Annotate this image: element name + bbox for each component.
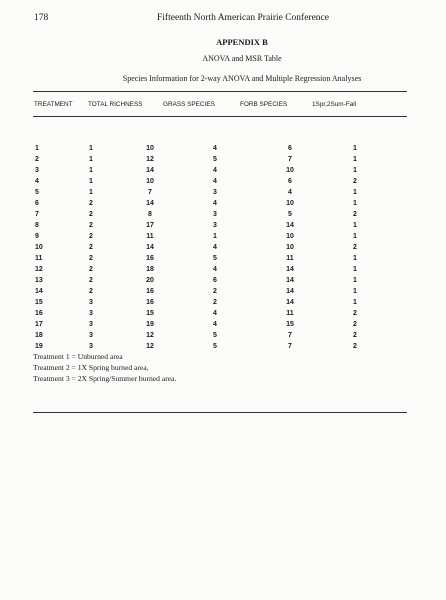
cell-total-richness: 12 <box>146 332 154 339</box>
cell-grass-species: 3 <box>213 211 217 218</box>
table-row <box>0 264 446 275</box>
cell-grass-species: 4 <box>213 178 217 185</box>
table-row <box>0 275 446 286</box>
legend-line: Treatment 1 = Unburned area <box>33 352 123 361</box>
table-row <box>0 187 446 198</box>
cell-forb-species: 5 <box>288 211 292 218</box>
cell-treatment: 1 <box>89 145 93 152</box>
cell-season: 1 <box>353 222 357 229</box>
cell-forb-species: 4 <box>288 189 292 196</box>
cell-grass-species: 2 <box>213 288 217 295</box>
cell-grass-species: 5 <box>213 156 217 163</box>
cell-season: 2 <box>353 343 357 350</box>
cell-treatment: 2 <box>89 288 93 295</box>
cell-total-richness: 14 <box>146 167 154 174</box>
cell-treatment: 2 <box>89 233 93 240</box>
cell-treatment: 1 <box>89 167 93 174</box>
table-subtitle: ANOVA and MSR Table <box>202 54 282 63</box>
cell-season: 1 <box>353 200 357 207</box>
cell-season: 1 <box>353 277 357 284</box>
cell-forb-species: 7 <box>288 332 292 339</box>
cell-grass-species: 4 <box>213 244 217 251</box>
cell-treatment: 2 <box>89 200 93 207</box>
cell-row-number: 17 <box>35 321 43 328</box>
cell-total-richness: 14 <box>146 244 154 251</box>
cell-treatment: 2 <box>89 266 93 273</box>
cell-treatment: 2 <box>89 211 93 218</box>
cell-treatment: 1 <box>89 156 93 163</box>
cell-forb-species: 14 <box>286 299 294 306</box>
cell-grass-species: 4 <box>213 167 217 174</box>
table-row <box>0 297 446 308</box>
cell-forb-species: 6 <box>288 178 292 185</box>
cell-row-number: 9 <box>35 233 39 240</box>
cell-forb-species: 6 <box>288 145 292 152</box>
cell-row-number: 3 <box>35 167 39 174</box>
table-row <box>0 330 446 341</box>
cell-total-richness: 8 <box>148 211 152 218</box>
cell-season: 1 <box>353 266 357 273</box>
cell-total-richness: 14 <box>146 200 154 207</box>
cell-grass-species: 4 <box>213 200 217 207</box>
cell-forb-species: 14 <box>286 266 294 273</box>
table-row <box>0 231 446 242</box>
cell-forb-species: 10 <box>286 233 294 240</box>
cell-treatment: 1 <box>89 189 93 196</box>
table-caption: Species Information for 2-way ANOVA and Multiple Regression Analyses <box>122 74 362 83</box>
cell-treatment: 3 <box>89 332 93 339</box>
cell-row-number: 13 <box>35 277 43 284</box>
cell-forb-species: 14 <box>286 222 294 229</box>
column-header-season: 1Spr,2Sum-Fall <box>312 101 357 108</box>
cell-grass-species: 4 <box>213 145 217 152</box>
cell-season: 1 <box>353 189 357 196</box>
table-row <box>0 319 446 330</box>
cell-season: 1 <box>353 288 357 295</box>
cell-grass-species: 5 <box>213 332 217 339</box>
cell-forb-species: 7 <box>288 156 292 163</box>
table-row <box>0 176 446 187</box>
cell-grass-species: 4 <box>213 321 217 328</box>
cell-treatment: 3 <box>89 321 93 328</box>
cell-total-richness: 19 <box>146 321 154 328</box>
table-top-rule <box>33 91 407 92</box>
cell-treatment: 3 <box>89 299 93 306</box>
cell-treatment: 1 <box>89 178 93 185</box>
cell-season: 1 <box>353 233 357 240</box>
table-bottom-rule <box>33 412 407 413</box>
column-header-total-richness: TOTAL RICHNESS <box>88 101 143 108</box>
cell-row-number: 7 <box>35 211 39 218</box>
cell-treatment: 3 <box>89 310 93 317</box>
column-header-treatment: TREATMENT <box>34 101 73 108</box>
table-row <box>0 220 446 231</box>
cell-total-richness: 12 <box>146 156 154 163</box>
column-header-grass-species: GRASS SPECIES <box>163 101 215 108</box>
cell-treatment: 2 <box>89 244 93 251</box>
cell-row-number: 12 <box>35 266 43 273</box>
cell-season: 1 <box>353 299 357 306</box>
cell-total-richness: 17 <box>146 222 154 229</box>
treatment-legend <box>33 351 176 384</box>
cell-grass-species: 5 <box>213 255 217 262</box>
table-row <box>0 209 446 220</box>
cell-forb-species: 10 <box>286 167 294 174</box>
cell-season: 2 <box>353 321 357 328</box>
cell-total-richness: 16 <box>146 255 154 262</box>
cell-total-richness: 15 <box>146 310 154 317</box>
cell-season: 2 <box>353 310 357 317</box>
table-row <box>0 165 446 176</box>
cell-grass-species: 3 <box>213 222 217 229</box>
table-row <box>0 308 446 319</box>
cell-row-number: 4 <box>35 178 39 185</box>
cell-treatment: 2 <box>89 277 93 284</box>
cell-forb-species: 7 <box>288 343 292 350</box>
cell-forb-species: 10 <box>286 200 294 207</box>
cell-row-number: 11 <box>35 255 43 262</box>
cell-total-richness: 10 <box>146 178 154 185</box>
cell-row-number: 18 <box>35 332 43 339</box>
legend-line: Treatment 2 = 1X Spring burned area, <box>33 363 149 372</box>
cell-total-richness: 20 <box>146 277 154 284</box>
appendix-title: APPENDIX B <box>216 37 268 47</box>
cell-season: 2 <box>353 244 357 251</box>
cell-forb-species: 14 <box>286 288 294 295</box>
cell-season: 1 <box>353 167 357 174</box>
cell-total-richness: 12 <box>146 343 154 350</box>
cell-grass-species: 3 <box>213 189 217 196</box>
cell-season: 2 <box>353 211 357 218</box>
table-row <box>0 253 446 264</box>
cell-total-richness: 16 <box>146 288 154 295</box>
cell-row-number: 10 <box>35 244 43 251</box>
cell-season: 1 <box>353 145 357 152</box>
cell-season: 2 <box>353 332 357 339</box>
cell-row-number: 1 <box>35 145 39 152</box>
cell-row-number: 15 <box>35 299 43 306</box>
species-table <box>0 143 446 352</box>
cell-total-richness: 18 <box>146 266 154 273</box>
legend-line: Treatment 3 = 2X Spring/Summer burned area. <box>33 374 177 383</box>
cell-total-richness: 10 <box>146 145 154 152</box>
running-head: Fifteenth North American Prairie Conference <box>157 13 329 23</box>
cell-total-richness: 16 <box>146 299 154 306</box>
cell-row-number: 6 <box>35 200 39 207</box>
cell-treatment: 2 <box>89 255 93 262</box>
table-row <box>0 242 446 253</box>
cell-row-number: 16 <box>35 310 43 317</box>
cell-forb-species: 10 <box>286 244 294 251</box>
table-row <box>0 198 446 209</box>
cell-forb-species: 15 <box>286 321 294 328</box>
page-number: 178 <box>34 13 49 23</box>
table-row <box>0 286 446 297</box>
column-header-forb-species: FORB SPECIES <box>240 101 288 108</box>
cell-season: 1 <box>353 255 357 262</box>
cell-treatment: 3 <box>89 343 93 350</box>
cell-row-number: 8 <box>35 222 39 229</box>
cell-row-number: 19 <box>35 343 43 350</box>
cell-total-richness: 7 <box>148 189 152 196</box>
cell-forb-species: 14 <box>286 277 294 284</box>
table-row <box>0 154 446 165</box>
cell-grass-species: 1 <box>213 233 217 240</box>
cell-row-number: 2 <box>35 156 39 163</box>
table-row <box>0 143 446 154</box>
cell-treatment: 2 <box>89 222 93 229</box>
cell-row-number: 5 <box>35 189 39 196</box>
cell-grass-species: 4 <box>213 266 217 273</box>
cell-total-richness: 11 <box>146 233 154 240</box>
table-header-rule <box>33 116 407 117</box>
cell-forb-species: 11 <box>286 310 294 317</box>
cell-grass-species: 6 <box>213 277 217 284</box>
cell-row-number: 14 <box>35 288 43 295</box>
cell-season: 1 <box>353 156 357 163</box>
cell-grass-species: 5 <box>213 343 217 350</box>
cell-grass-species: 2 <box>213 299 217 306</box>
cell-grass-species: 4 <box>213 310 217 317</box>
cell-season: 2 <box>353 178 357 185</box>
cell-forb-species: 11 <box>286 255 294 262</box>
